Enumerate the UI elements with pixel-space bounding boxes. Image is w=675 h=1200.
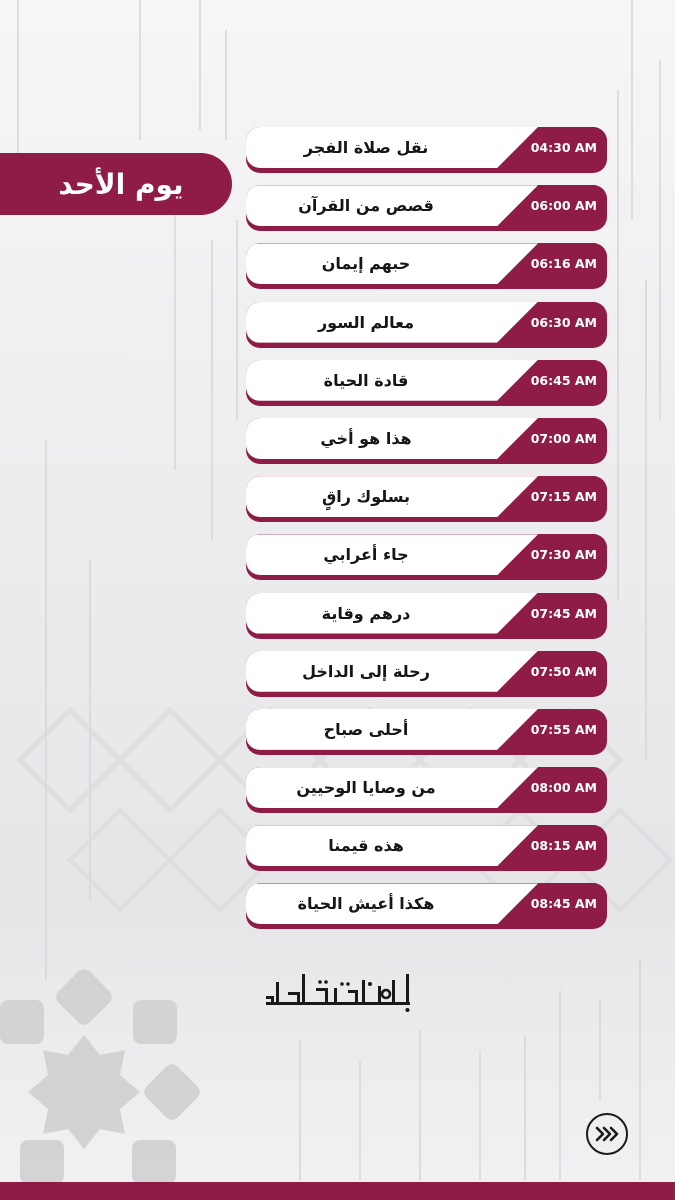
schedule-row — [246, 883, 607, 929]
next-button[interactable] — [586, 1113, 628, 1155]
program-time: 08:00 AM — [530, 780, 597, 796]
schedule-row — [246, 709, 607, 755]
program-title: معالم السور — [317, 312, 415, 332]
program-time: 08:45 AM — [530, 896, 597, 912]
qatar-radio-logo — [262, 968, 414, 1016]
chevrons-right-icon — [595, 1126, 619, 1142]
program-time: 06:45 AM — [530, 372, 597, 388]
schedule-row — [246, 651, 607, 697]
program-title: هكذا أعيش الحياة — [297, 894, 435, 914]
schedule-row — [246, 767, 607, 813]
program-title: بسلوك راقٍ — [321, 487, 411, 507]
program-title: من وصايا الوحيين — [296, 778, 436, 798]
program-title: هذه قيمنا — [328, 836, 404, 856]
program-title: رحلة إلى الداخل — [302, 661, 430, 681]
program-title: درهم وقاية — [321, 603, 411, 623]
schedule-row — [246, 185, 607, 231]
program-time: 08:15 AM — [530, 838, 597, 854]
program-title: أحلى صباح — [323, 719, 409, 739]
program-time: 07:50 AM — [530, 663, 597, 679]
program-time: 07:45 AM — [530, 605, 597, 621]
program-time: 07:00 AM — [530, 430, 597, 446]
bottom-bar — [0, 1182, 675, 1200]
program-title: جاء أعرابي — [323, 545, 409, 565]
program-time: 06:16 AM — [530, 256, 597, 272]
program-time: 06:30 AM — [530, 314, 597, 330]
schedule-row — [246, 418, 607, 464]
program-title: هذا هو أخي — [320, 428, 412, 448]
program-time: 04:30 AM — [530, 140, 597, 155]
program-time: 07:30 AM — [530, 547, 597, 563]
program-schedule — [246, 127, 607, 942]
schedule-row — [246, 534, 607, 580]
schedule-row — [246, 593, 607, 639]
program-time: 06:00 AM — [530, 198, 597, 214]
schedule-row — [246, 127, 607, 173]
program-time: 07:55 AM — [530, 721, 597, 737]
day-title: يوم الأحد — [58, 167, 184, 201]
schedule-row — [246, 825, 607, 871]
program-time: 07:15 AM — [530, 489, 597, 505]
schedule-row — [246, 243, 607, 289]
program-title: قادة الحياة — [323, 370, 409, 390]
program-title: نقل صلاة الفجر — [303, 138, 429, 157]
day-badge — [0, 153, 232, 215]
schedule-row — [246, 360, 607, 406]
program-title: حبهم إيمان — [321, 254, 411, 274]
schedule-row — [246, 476, 607, 522]
schedule-row — [246, 302, 607, 348]
program-title: قصص من القرآن — [298, 196, 434, 216]
